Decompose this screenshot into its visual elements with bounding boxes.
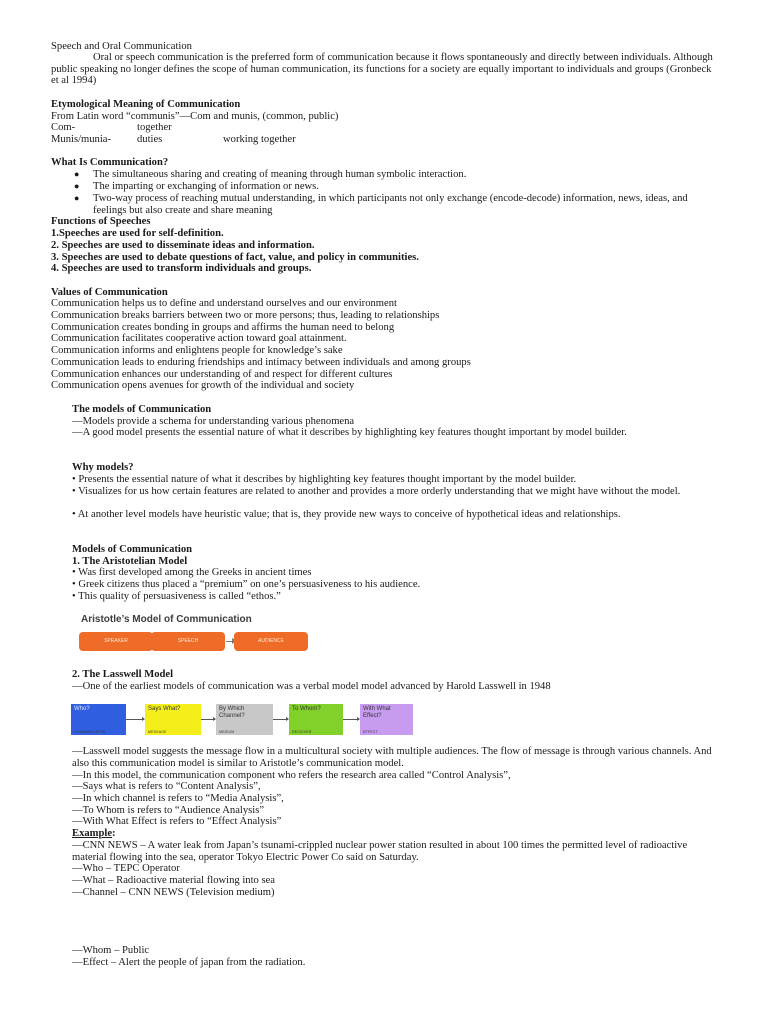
why-line: • Presents the essential nature of what it describes by highlighting key features thought important by the model builder. bbox=[72, 474, 577, 485]
lasswell-box-sublabel: MEDIUM bbox=[219, 730, 235, 734]
com-term: Com- bbox=[51, 122, 76, 133]
lasswell-box bbox=[289, 704, 343, 735]
lasswell-box-sublabel: COMMUNICATOR bbox=[74, 730, 106, 734]
why-heading: Why models? bbox=[72, 462, 134, 473]
function-item: 3. Speeches are used to debate questions of fact, value, and policy in communities. bbox=[51, 252, 419, 263]
function-item: 2. Speeches are used to disseminate ideas and information. bbox=[51, 240, 315, 251]
lasswell-line: —With What Effect is refers to “Effect Analysis” bbox=[72, 816, 282, 827]
function-item: 4. Speeches are used to transform individuals and groups. bbox=[51, 263, 312, 274]
munis-meaning: duties bbox=[137, 134, 163, 145]
models-line: —Models provide a schema for understanding various phenomena bbox=[72, 416, 355, 427]
aristotle-box-speech: SPEECH bbox=[151, 632, 225, 651]
why-line: • At another level models have heuristic value; that is, they provide new ways to conceive of hypothetical ideas and relationships. bbox=[72, 509, 621, 520]
lasswell-box-label: By Which Channel? bbox=[219, 706, 245, 719]
aristotle-line: • This quality of persuasiveness is called “ethos.” bbox=[72, 591, 281, 602]
example-colon: : bbox=[112, 828, 116, 839]
aristotle-diagram-title: Aristotle’s Model of Communication bbox=[81, 614, 252, 625]
lasswell-box bbox=[145, 704, 201, 735]
aristotle-box-audience: AUDIENCE bbox=[234, 632, 308, 651]
values-heading: Values of Communication bbox=[51, 287, 168, 298]
example-line: —Whom – Public bbox=[72, 945, 150, 956]
lasswell-line: —In this model, the communication component who refers the research area called “Control Analysis”, bbox=[72, 770, 511, 781]
munis-extra: working together bbox=[223, 134, 296, 145]
value-item: Communication leads to enduring friendships and intimacy between individuals and among groups bbox=[51, 357, 471, 368]
aristotle-line: • Greek citizens thus placed a “premium” on one’s persuasiveness to his audience. bbox=[72, 579, 421, 590]
lasswell-box bbox=[71, 704, 126, 735]
aristotle-heading: 1. The Aristotelian Model bbox=[72, 556, 188, 567]
lasswell-paragraph: —Lasswell model suggests the message flow in a multicultural society with multiple audiences. The flow of message is through various channels. And also this communication model is similar to Aristotle’s communication model. bbox=[72, 746, 712, 769]
example-heading bbox=[72, 828, 116, 840]
function-item: 1.Speeches are used for self-definition. bbox=[51, 228, 224, 239]
lasswell-line: —To Whom is refers to “Audience Analysis” bbox=[72, 805, 265, 816]
lasswell-box bbox=[216, 704, 273, 735]
aristotle-line: • Was first developed among the Greeks in ancient times bbox=[72, 567, 312, 578]
value-item: Communication informs and enlightens people for knowledge’s sake bbox=[51, 345, 343, 356]
value-item: Communication opens avenues for growth of the individual and society bbox=[51, 380, 355, 391]
munis-term: Munis/munia- bbox=[51, 134, 112, 145]
lasswell-line: —In which channel is refers to “Media Analysis”, bbox=[72, 793, 284, 804]
lasswell-box-label: Who? bbox=[74, 706, 90, 712]
value-item: Communication enhances our understanding of and respect for different cultures bbox=[51, 369, 393, 380]
models-line: —A good model presents the essential nature of what it describes by highlighting key features thought important by model builder. bbox=[72, 427, 627, 438]
com-meaning: together bbox=[137, 122, 172, 133]
example-line: —Channel – CNN NEWS (Television medium) bbox=[72, 887, 275, 898]
example-line: —Effect – Alert the people of japan from the radiation. bbox=[72, 957, 306, 968]
moc-heading: Models of Communication bbox=[72, 544, 193, 555]
etymology-heading: Etymological Meaning of Communication bbox=[51, 99, 241, 110]
value-item: Communication helps us to define and understand ourselves and our environment bbox=[51, 298, 397, 309]
why-line: • Visualizes for us how certain features are related to another and provides a more orderly understanding that we might have without the model. bbox=[72, 486, 681, 497]
etymology-line: From Latin word “communis”—Com and munis, (common, public) bbox=[51, 111, 339, 122]
intro-paragraph: Oral or speech communication is the preferred form of communication because it flows spontaneously and directly between individuals. Although public speaking no longer defines the scope of human communication, its functions for a society are equally important to individuals and groups (Gronbeck et al 1994) bbox=[51, 52, 713, 87]
value-item: Communication breaks barriers between two or more persons; thus, leading to relationships bbox=[51, 310, 440, 321]
lasswell-box-sublabel: EFFECT bbox=[363, 730, 378, 734]
lasswell-box bbox=[360, 704, 413, 735]
arrow-icon bbox=[273, 719, 288, 720]
page-title: Speech and Oral Communication bbox=[51, 41, 192, 52]
lasswell-box-label: To Whom? bbox=[292, 706, 321, 712]
list-item: ● The imparting or exchanging of information or news. bbox=[74, 181, 319, 192]
lasswell-box-sublabel: MESSAGE bbox=[148, 730, 167, 734]
bullet-icon: ● bbox=[74, 169, 80, 179]
models-heading: The models of Communication bbox=[72, 404, 212, 415]
lasswell-heading: 2. The Lasswell Model bbox=[72, 669, 174, 680]
list-item: ● The simultaneous sharing and creating of meaning through human symbolic interaction. bbox=[74, 169, 467, 180]
aristotle-box-speaker: SPEAKER bbox=[79, 632, 153, 651]
lasswell-box-sublabel: RECEIVER bbox=[292, 730, 312, 734]
lasswell-line: —Says what is refers to “Content Analysis”, bbox=[72, 781, 261, 792]
lasswell-intro: —One of the earliest models of communication was a verbal model model advanced by Harold Lasswell in 1948 bbox=[72, 681, 551, 692]
example-label: Example bbox=[72, 828, 113, 839]
value-item: Communication creates bonding in groups and affirms the human need to belong bbox=[51, 322, 395, 333]
functions-heading: Functions of Speeches bbox=[51, 216, 151, 227]
bullet-icon: ● bbox=[74, 181, 80, 191]
example-paragraph: —CNN NEWS – A water leak from Japan’s tsunami-crippled nuclear power station resulted in about 100 times the permitted level of radioactive material flowing into the sea, operator Tokyo Electric Power Co said on Saturday. bbox=[72, 840, 688, 863]
what-is-heading: What Is Communication? bbox=[51, 157, 169, 168]
list-item: ● Two-way process of reaching mutual understanding, in which participants not only exchange (encode-decode) information, news, ideas, and feelings but also create and share meaning bbox=[74, 193, 688, 216]
example-line: —Who – TEPC Operator bbox=[72, 863, 180, 874]
lasswell-box-label: With What Effect? bbox=[363, 706, 391, 719]
arrow-icon bbox=[343, 719, 359, 720]
bullet-icon: ● bbox=[74, 193, 80, 203]
arrow-icon bbox=[126, 719, 144, 720]
lasswell-box-label: Says What? bbox=[148, 706, 181, 712]
arrow-icon bbox=[201, 719, 215, 720]
example-line: —What – Radioactive material flowing into sea bbox=[72, 875, 275, 886]
value-item: Communication facilitates cooperative action toward goal attainment. bbox=[51, 333, 347, 344]
